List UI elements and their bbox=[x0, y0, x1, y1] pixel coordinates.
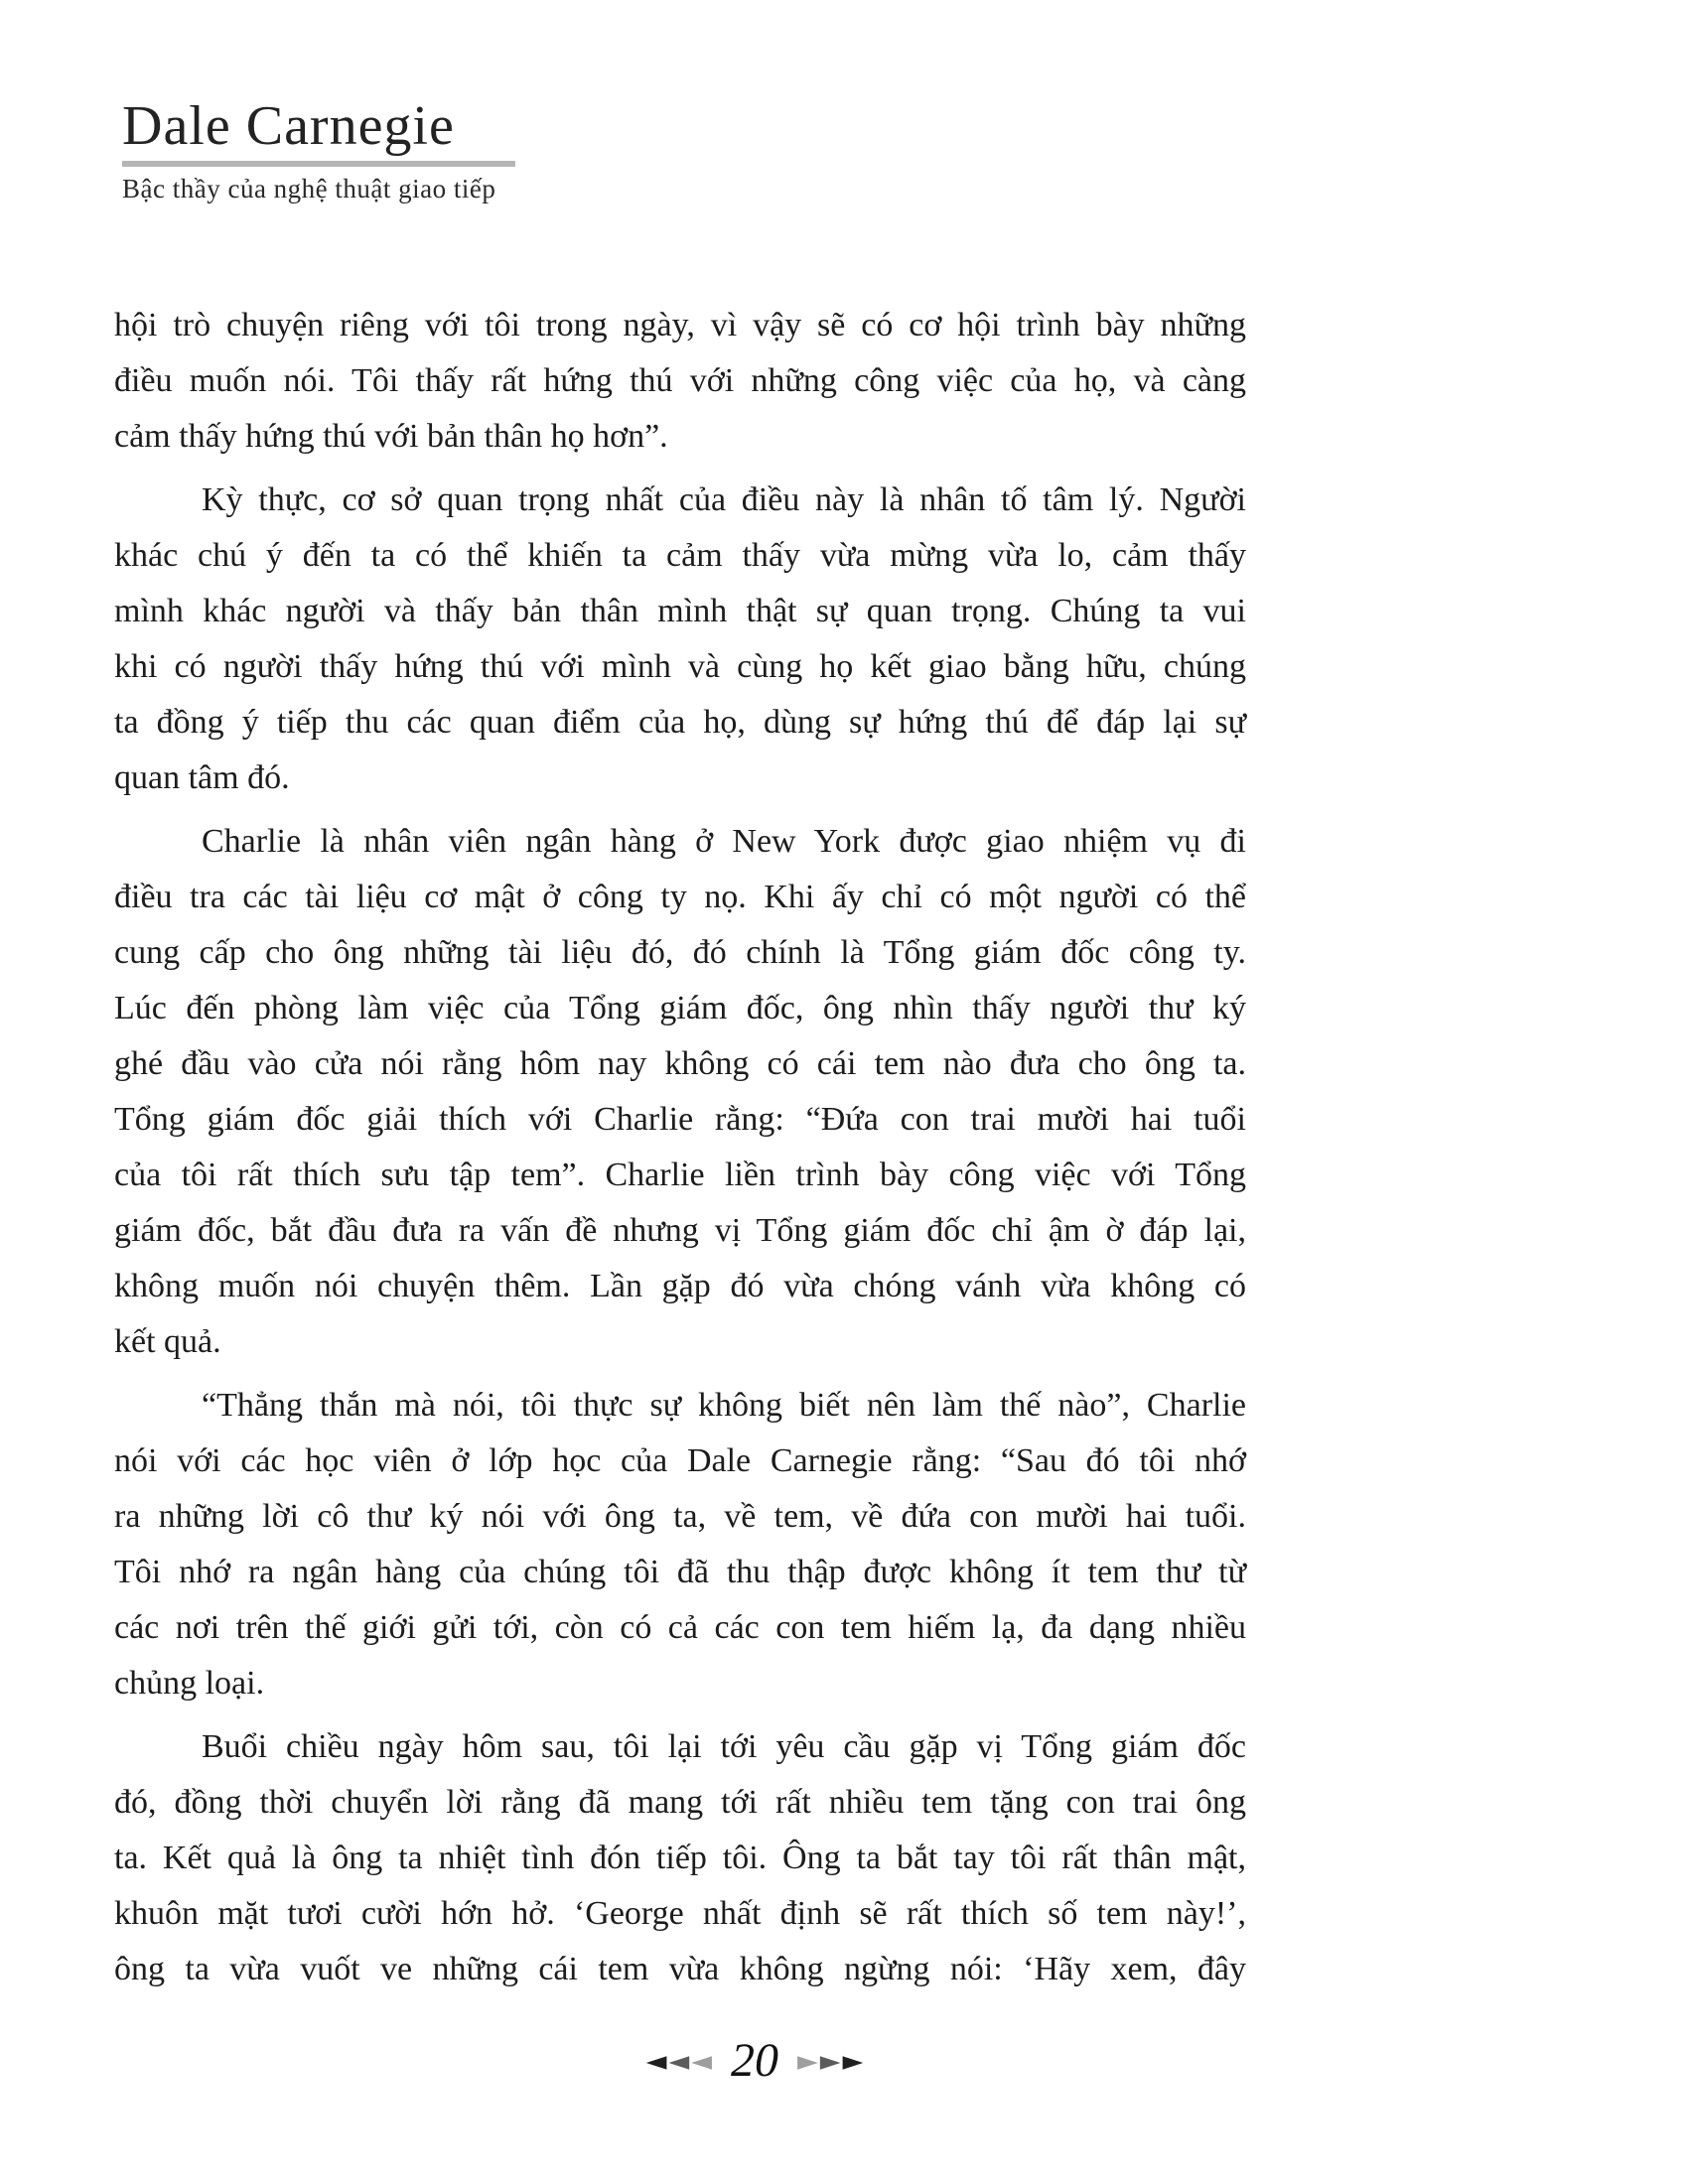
paragraph bbox=[114, 1378, 1246, 1711]
text-line: các nơi trên thế giới gửi tới, còn có cả các con tem hiếm lạ, đa dạng nhiều bbox=[114, 1609, 1246, 1646]
header-underline bbox=[122, 161, 515, 167]
left-arrow-icon: ◄ bbox=[691, 2045, 712, 2077]
text-line: không muốn nói chuyện thêm. Lần gặp đó vừa chóng vánh vừa không có bbox=[114, 1268, 1246, 1304]
text-line: ta đồng ý tiếp thu các quan điểm của họ, dùng sự hứng thú để đáp lại sự bbox=[114, 704, 1246, 741]
text-line: khi có người thấy hứng thú với mình và cùng họ kết giao bằng hữu, chúng bbox=[114, 648, 1246, 685]
text-line: cung cấp cho ông những tài liệu đó, đó chính là Tổng giám đốc công ty. bbox=[114, 934, 1246, 971]
text-line: Tổng giám đốc giải thích với Charlie rằng: “Đứa con trai mười hai tuổi bbox=[114, 1101, 1246, 1138]
text-line: cảm thấy hứng thú với bản thân họ hơn”. bbox=[114, 418, 668, 455]
text-line: ghé đầu vào cửa nói rằng hôm nay không có cái tem nào đưa cho ông ta. bbox=[114, 1045, 1246, 1082]
page-header bbox=[122, 97, 515, 205]
text-line: quan tâm đó. bbox=[114, 759, 290, 796]
paragraph bbox=[114, 298, 1246, 465]
text-line: “Thẳng thắn mà nói, tôi thực sự không biết nên làm thế nào”, Charlie bbox=[202, 1387, 1246, 1424]
left-arrows bbox=[645, 2045, 713, 2077]
text-line: Buổi chiều ngày hôm sau, tôi lại tới yêu cầu gặp vị Tổng giám đốc bbox=[202, 1728, 1246, 1765]
page-footer bbox=[0, 2034, 1509, 2087]
text-line: mình khác người và thấy bản thân mình thật sự quan trọng. Chúng ta vui bbox=[114, 593, 1246, 629]
text-line: Kỳ thực, cơ sở quan trọng nhất của điều này là nhân tố tâm lý. Người bbox=[202, 481, 1246, 518]
right-arrow-icon: ► bbox=[842, 2045, 864, 2077]
text-line: hội trò chuyện riêng với tôi trong ngày, vì vậy sẽ có cơ hội trình bày những bbox=[114, 307, 1246, 343]
text-line: Lúc đến phòng làm việc của Tổng giám đốc, ông nhìn thấy người thư ký bbox=[114, 990, 1246, 1026]
text-line: Tôi nhớ ra ngân hàng của chúng tôi đã thu thập được không ít tem thư từ bbox=[114, 1554, 1246, 1590]
page-number: 20 bbox=[731, 2034, 778, 2087]
text-line: ta. Kết quả là ông ta nhiệt tình đón tiếp tôi. Ông ta bắt tay tôi rất thân mật, bbox=[114, 1840, 1246, 1876]
right-arrow-icon: ► bbox=[797, 2045, 818, 2077]
author-title: Dale Carnegie bbox=[122, 95, 455, 157]
text-line: điều muốn nói. Tôi thấy rất hứng thú với những công việc của họ, và càng bbox=[114, 362, 1246, 399]
left-arrow-icon: ◄ bbox=[645, 2045, 667, 2077]
paragraph bbox=[114, 1719, 1246, 1997]
paragraph bbox=[114, 473, 1246, 806]
text-line: kết quả. bbox=[114, 1323, 221, 1360]
text-line: điều tra các tài liệu cơ mật ở công ty nọ. Khi ấy chỉ có một người có thể bbox=[114, 879, 1246, 915]
text-line: chủng loại. bbox=[114, 1665, 265, 1702]
text-line: của tôi rất thích sưu tập tem”. Charlie liền trình bày công việc với Tổng bbox=[114, 1157, 1246, 1193]
text-line: khuôn mặt tươi cười hớn hở. ‘George nhất định sẽ rất thích số tem này!’, bbox=[114, 1895, 1246, 1932]
author-subtitle: Bậc thầy của nghệ thuật giao tiếp bbox=[122, 173, 496, 204]
paragraph bbox=[114, 814, 1246, 1370]
text-line: ra những lời cô thư ký nói với ông ta, về tem, về đứa con mười hai tuổi. bbox=[114, 1498, 1246, 1535]
right-arrows bbox=[796, 2045, 864, 2077]
text-line: giám đốc, bắt đầu đưa ra vấn đề nhưng vị Tổng giám đốc chỉ ậm ờ đáp lại, bbox=[114, 1212, 1246, 1249]
text-line: khác chú ý đến ta có thể khiến ta cảm thấy vừa mừng vừa lo, cảm thấy bbox=[114, 537, 1246, 574]
right-arrow-icon: ► bbox=[819, 2045, 841, 2077]
text-line: ông ta vừa vuốt ve những cái tem vừa không ngừng nói: ‘Hãy xem, đây bbox=[114, 1951, 1246, 1987]
text-line: Charlie là nhân viên ngân hàng ở New York được giao nhiệm vụ đi bbox=[202, 823, 1246, 860]
body-text bbox=[114, 298, 1246, 1997]
text-line: nói với các học viên ở lớp học của Dale Carnegie rằng: “Sau đó tôi nhớ bbox=[114, 1442, 1246, 1479]
left-arrow-icon: ◄ bbox=[668, 2045, 690, 2077]
text-line: đó, đồng thời chuyển lời rằng đã mang tới rất nhiều tem tặng con trai ông bbox=[114, 1784, 1246, 1821]
